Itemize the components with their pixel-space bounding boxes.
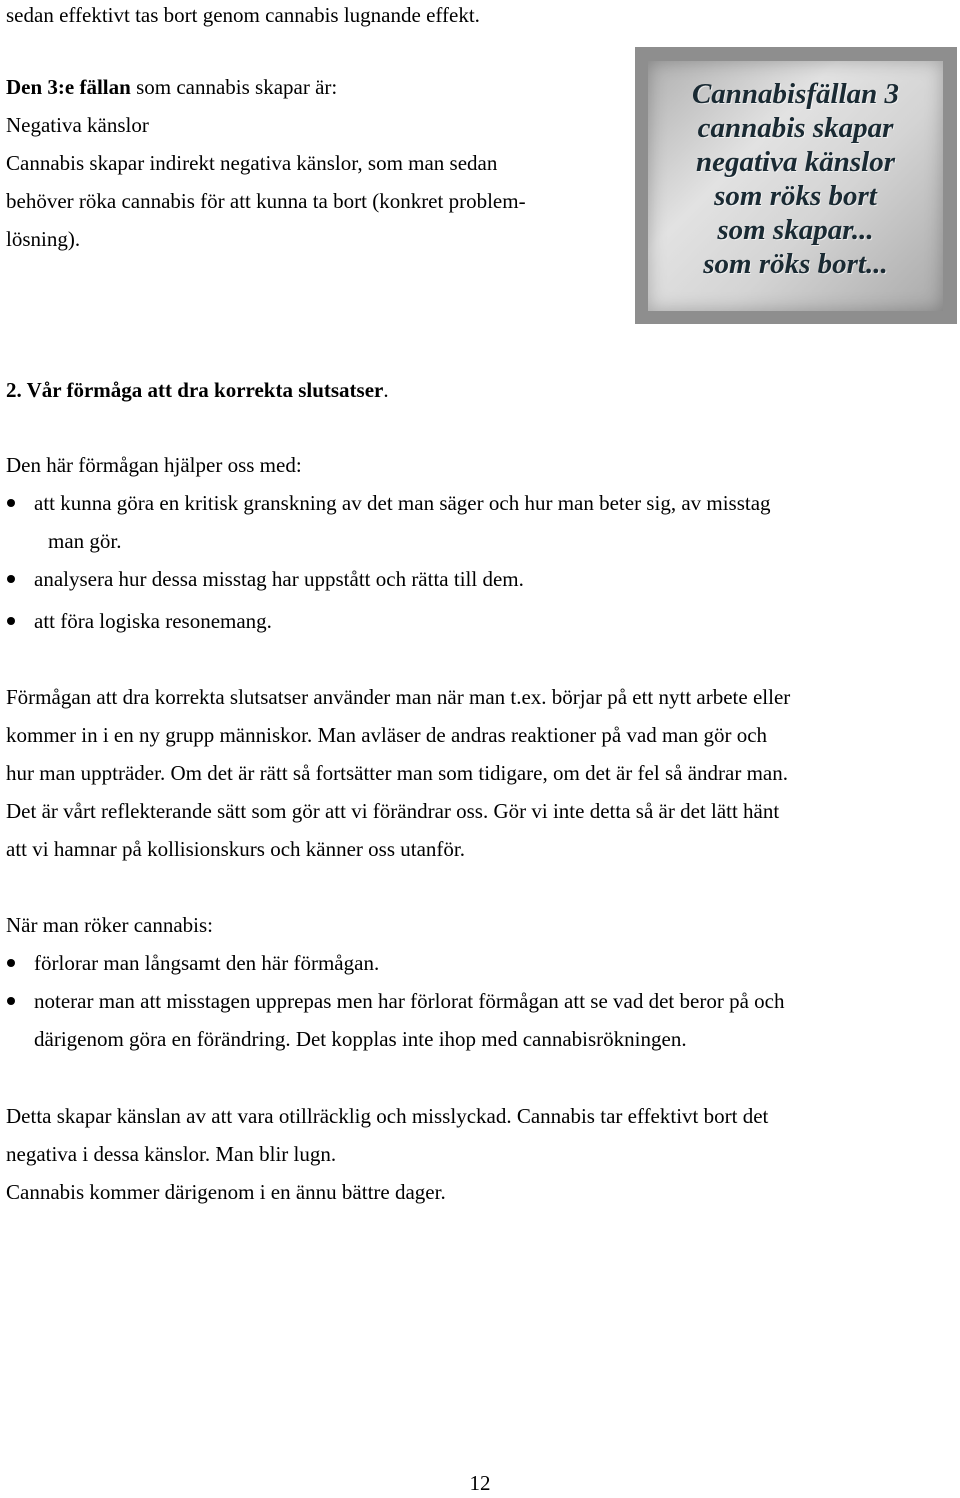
section-lead-text: Den här förmågan hjälper oss med: bbox=[6, 453, 302, 477]
trap3-body-line: lösning). bbox=[6, 227, 81, 251]
list-item-continuation: därigenom göra en förändring. Det kopplas inte ihop med cannabisrökningen. bbox=[34, 1027, 687, 1051]
paragraph-line: hur man uppträder. Om det är rätt så fortsätter man som tidigare, om det är fel så ändrar man. bbox=[6, 761, 788, 785]
body-paragraph bbox=[6, 678, 790, 868]
callout-line: negativa känslor bbox=[696, 146, 895, 178]
list-item-text: att föra logiska resonemang. bbox=[34, 609, 272, 633]
callout-text bbox=[648, 77, 943, 281]
callout-line: som skapar... bbox=[717, 214, 874, 246]
bullet-icon bbox=[7, 499, 15, 507]
callout-line: cannabis skapar bbox=[697, 112, 894, 144]
bullet-icon bbox=[7, 959, 15, 967]
page-number: 12 bbox=[469, 1471, 491, 1495]
section-heading-text: 2. Vår förmåga att dra korrekta slutsatser bbox=[6, 378, 384, 402]
paragraph-line: Det är vårt reflekterande sätt som gör att vi förändrar oss. Gör vi inte detta så är det lätt hänt bbox=[6, 799, 780, 823]
list-item bbox=[6, 602, 771, 640]
paragraph-line: kommer in i en ny grupp människor. Man avläser de andras reaktioner på vad man gör och bbox=[6, 723, 768, 747]
bullet-icon bbox=[7, 575, 15, 583]
cannabis-trap-callout bbox=[635, 47, 957, 324]
callout-line: Cannabisfällan 3 bbox=[691, 78, 900, 110]
callout-line: som röks bort... bbox=[703, 248, 888, 280]
list-item bbox=[6, 982, 784, 1058]
closing-line: Detta skapar känslan av att vara otillräcklig och misslyckad. Cannabis tar effektivt bort det bbox=[6, 1104, 769, 1128]
trap3-heading bbox=[6, 68, 526, 106]
trap3-section bbox=[6, 68, 526, 258]
ability-list bbox=[6, 484, 771, 640]
paragraph-line: att vi hamnar på kollisionskurs och känner oss utanför. bbox=[6, 837, 465, 861]
trap3-heading-rest: som cannabis skapar är: bbox=[130, 75, 338, 99]
list-item bbox=[6, 560, 771, 598]
trap3-body-line: behöver röka cannabis för att kunna ta bort (konkret problem- bbox=[6, 189, 526, 213]
smoking-lead-text: När man röker cannabis: bbox=[6, 913, 213, 937]
closing-paragraph bbox=[6, 1097, 768, 1211]
closing-line: Cannabis kommer därigenom i en ännu bättre dager. bbox=[6, 1180, 446, 1204]
intro-text: sedan effektivt tas bort genom cannabis lugnande effekt. bbox=[6, 3, 480, 27]
section-heading-period: . bbox=[383, 378, 389, 402]
trap3-subtitle: Negativa känslor bbox=[6, 113, 149, 137]
list-item-continuation: man gör. bbox=[48, 529, 122, 553]
list-item-text: att kunna göra en kritisk granskning av det man säger och hur man beter sig, av misstag bbox=[34, 491, 771, 515]
callout-panel bbox=[648, 61, 943, 311]
trap3-heading-bold: Den 3:e fällan bbox=[6, 75, 131, 99]
closing-line: negativa i dessa känslor. Man blir lugn. bbox=[6, 1142, 337, 1166]
trap3-body-line: Cannabis skapar indirekt negativa känslor, som man sedan bbox=[6, 151, 498, 175]
bullet-icon bbox=[7, 997, 15, 1005]
smoking-effects-list bbox=[6, 944, 784, 1058]
section-lead bbox=[6, 446, 302, 484]
smoking-lead bbox=[6, 906, 213, 944]
bullet-icon bbox=[7, 617, 15, 625]
intro-line bbox=[6, 0, 480, 34]
list-item bbox=[6, 944, 784, 982]
list-item-text: förlorar man långsamt den här förmågan. bbox=[34, 951, 380, 975]
list-item-text: noterar man att misstagen upprepas men har förlorat förmågan att se vad det beror på och bbox=[34, 989, 785, 1013]
paragraph-line: Förmågan att dra korrekta slutsatser använder man när man t.ex. börjar på ett nytt arbete eller bbox=[6, 685, 791, 709]
section-heading bbox=[6, 371, 389, 409]
list-item bbox=[6, 484, 771, 560]
callout-line: som röks bort bbox=[714, 180, 877, 212]
list-item-text: analysera hur dessa misstag har uppstått och rätta till dem. bbox=[34, 567, 524, 591]
